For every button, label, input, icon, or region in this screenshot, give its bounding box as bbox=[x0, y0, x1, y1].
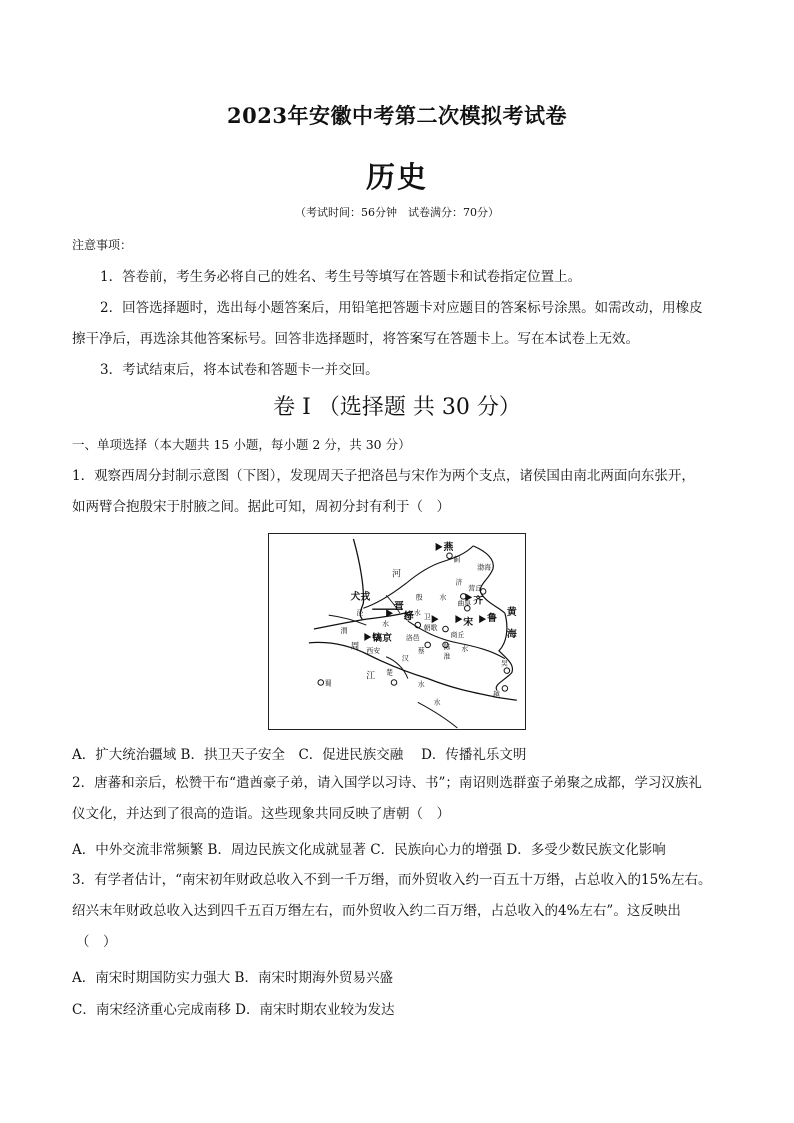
question-1-options: A．扩大统治疆域 B．拱卫天子安全 C．促进民族交融 D．传播礼乐文明 bbox=[72, 747, 527, 763]
map-label-qufu: 曲阜 bbox=[457, 599, 472, 608]
map-label-qi: 齐 bbox=[473, 595, 484, 607]
question-3-line-1: 3．有学者估计，“南宋初年财政总收入不到一千万缗，而外贸收入约一百五十万缗，占总收入的15%左右。 bbox=[72, 872, 712, 888]
map-label-cai: 蔡 bbox=[417, 646, 425, 655]
map-label-yan: 燕 bbox=[443, 541, 454, 553]
map-label-xian: 西安 bbox=[366, 646, 381, 655]
question-2-line-2: 仪文化，并达到了很高的造诣。这些现象共同反映了唐朝（ ） bbox=[72, 806, 450, 822]
question-3-options-1: A．南宋时期国防实力强大 B．南宋时期海外贸易兴盛 bbox=[72, 970, 393, 986]
western-zhou-map bbox=[268, 533, 526, 730]
map-label-he: 河 bbox=[392, 569, 401, 580]
note-item-1: 1．答卷前，考生务必将自己的姓名、考生号等填写在答题卡和试卷指定位置上。 bbox=[100, 269, 582, 285]
map-label-yin: 殷 bbox=[415, 593, 423, 602]
map-label-song: 宋 bbox=[463, 617, 474, 629]
map-label-hai: 海 bbox=[506, 628, 517, 640]
exam-title: 2023年安徽中考第二次模拟考试卷 bbox=[227, 103, 567, 128]
section-title: 卷 I （选择题 共 30 分） bbox=[273, 395, 521, 420]
map-label-yue: 越 bbox=[493, 690, 500, 699]
map-label-shui-4: 水 bbox=[461, 644, 469, 653]
map-label-yingqiu: 营丘 bbox=[468, 584, 483, 593]
exam-info: （考试时间：56分钟 试卷满分：70分） bbox=[295, 206, 499, 219]
question-2-options: A．中外交流非常频繁 B．周边民族文化成就显著 C．民族向心力的增强 D．多受少数民族文化影响 bbox=[72, 842, 666, 858]
map-label-jing: 泾 bbox=[356, 609, 364, 618]
question-3-line-3: （ ） bbox=[76, 934, 117, 950]
note-item-2: 2．回答选择题时，选出每小题答案后，用铅笔把答题卡对应题目的答案标号涂黑。如需改动，用橡皮 bbox=[100, 300, 703, 316]
question-3-line-2: 绍兴末年财政总收入达到四千五百万缗左右，而外贸收入约二百万缗，占总收入的4%左右”。这反映出 bbox=[72, 903, 681, 919]
map-label-shu: 蜀 bbox=[324, 679, 332, 688]
map-label-shui-2b: 水 bbox=[439, 593, 447, 602]
map-label-chaoge: 朝歌 bbox=[423, 624, 438, 633]
map-label-shui-1: 水 bbox=[413, 609, 421, 618]
map-label-ji-river: 济 bbox=[455, 578, 463, 587]
map-label-ji: 蓟 bbox=[453, 555, 461, 564]
map-label-huai: 淮 bbox=[443, 652, 451, 661]
note-item-3: 3．考试结束后，将本试卷和答题卡一并交回。 bbox=[100, 362, 379, 378]
map-label-bohai: 渤海 bbox=[477, 563, 492, 572]
map-label-han: 汉 bbox=[401, 654, 409, 663]
map-label-zhou: 周 bbox=[350, 641, 360, 652]
map-label-shangqiu: 商丘 bbox=[450, 630, 465, 639]
map-label-wei-river: 渭 bbox=[340, 626, 348, 635]
map-label-lu: 鲁 bbox=[487, 613, 497, 625]
map-label-wu: 吴 bbox=[500, 659, 508, 668]
map-label-hao: 镐京 bbox=[372, 632, 393, 644]
map-label-shui-6: 水 bbox=[433, 698, 441, 707]
part-heading: 一、单项选择（本大题共 15 小题，每小题 2 分，共 30 分） bbox=[72, 437, 411, 452]
subject-title: 历史 bbox=[365, 160, 428, 194]
map-label-quanrong: 犬戎 bbox=[350, 591, 371, 603]
notes-heading: 注意事项： bbox=[72, 238, 133, 252]
map-label-jin: 晋 bbox=[394, 601, 404, 613]
question-1-line-2: 如两臂合抱殷宋于肘腋之间。据此可知，周初分封有利于（ ） bbox=[72, 499, 450, 515]
map-label-luoyi: 洛邑 bbox=[405, 633, 420, 642]
question-3-options-2: C．南宋经济重心完成南移 D．南宋时期农业较为发达 bbox=[72, 1002, 395, 1018]
map-label-chen: 陈 bbox=[443, 642, 451, 651]
question-1-line-1: 1．观察西周分封制示意图（下图），发现周天子把洛邑与宋作为两个支点，诸侯国由南北两面向东张开， bbox=[72, 468, 695, 484]
note-item-2-cont: 擦干净后，再选涂其他答案标号。回答非选择题时，将答案写在答题卡上。写在本试卷上无效。 bbox=[72, 331, 639, 347]
map-label-shui-3: 水 bbox=[382, 620, 390, 629]
map-label-huang: 黄 bbox=[506, 607, 517, 619]
map-figure bbox=[269, 534, 525, 729]
question-2-line-1: 2．唐蕃和亲后，松赞干布“遣酋豪子弟，请入国学以习诗、书”；南诏则选群蛮子弟聚之成都，学习汉族礼 bbox=[72, 775, 702, 791]
map-label-jiang-city: 绛 bbox=[403, 611, 414, 623]
map-label-shui-5: 水 bbox=[417, 680, 425, 689]
map-label-chu: 楚 bbox=[386, 668, 394, 677]
map-label-wei-state: 卫 bbox=[423, 613, 431, 622]
map-label-jiang: 江 bbox=[366, 671, 376, 682]
